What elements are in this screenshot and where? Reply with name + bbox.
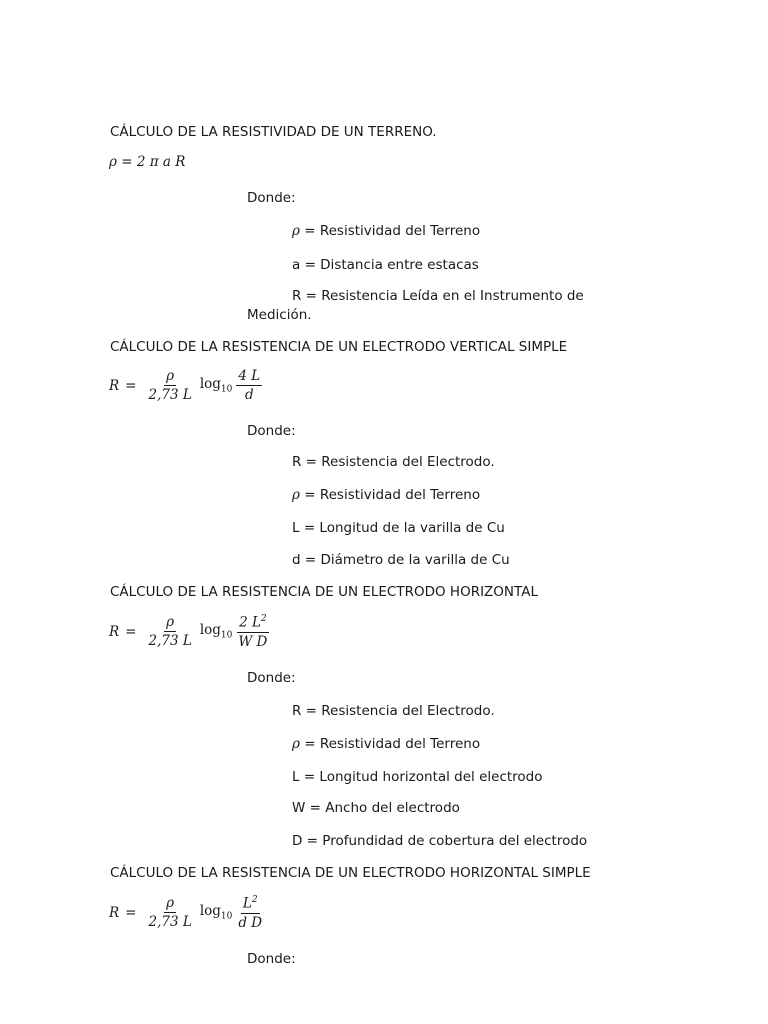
- fraction-denominator: 2,73 L: [148, 387, 192, 403]
- section-2-heading: CÁLCULO DE LA RESISTENCIA DE UN ELECTRODO VERTICAL SIMPLE: [110, 339, 568, 355]
- argument-denominator: d D: [238, 914, 263, 931]
- fraction-numerator: ρ: [166, 895, 175, 912]
- section-4-donde: Donde:: [247, 951, 296, 967]
- resistivity-formula-text: ρ = 2 π a R: [109, 154, 186, 170]
- definition-d: d = Diámetro de la varilla de Cu: [292, 552, 510, 568]
- section-1-donde: Donde:: [247, 190, 296, 206]
- rho-symbol: ρ: [292, 223, 300, 239]
- formula-lhs: R: [109, 377, 120, 394]
- rho-symbol: ρ: [292, 736, 300, 752]
- section-3-heading: CÁLCULO DE LA RESISTENCIA DE UN ELECTRODO HORIZONTAL: [110, 584, 538, 600]
- definition-r: R = Resistencia del Electrodo.: [292, 454, 495, 470]
- log-function: log: [199, 622, 221, 639]
- rho-symbol: ρ: [292, 487, 300, 503]
- horizontal-electrode-formula: R = $\frac{\rho}{2,73 L}$ $\log_{10}$ $\frac{2 L^2}{\text{W D}}$: [109, 614, 268, 650]
- log-function: log: [199, 903, 221, 920]
- formula-lhs: R: [109, 623, 120, 640]
- formula-fraction: [146, 368, 193, 403]
- section-3-donde: Donde:: [247, 670, 296, 686]
- definition-text: = Resistividad del Terreno: [299, 736, 481, 752]
- definition-r-continuation: Medición.: [247, 307, 312, 323]
- formula-fraction: [146, 614, 193, 649]
- formula-fraction: [146, 895, 193, 930]
- definition-r: R = Resistencia del Electrodo.: [292, 703, 495, 719]
- argument-numerator: L: [242, 895, 252, 912]
- definition-d: D = Profundidad de cobertura del electrodo: [292, 833, 588, 849]
- definition-l: L = Longitud horizontal del electrodo: [292, 769, 543, 785]
- argument-exponent: 2: [260, 614, 267, 624]
- definition-rho: [292, 736, 480, 752]
- argument-denominator: W D: [238, 633, 268, 650]
- log-base: 10: [220, 384, 233, 395]
- resistivity-formula: [109, 154, 185, 170]
- section-1-heading: CÁLCULO DE LA RESISTIVIDAD DE UN TERRENO.: [110, 124, 437, 140]
- log-base: 10: [220, 912, 233, 923]
- log-base: 10: [220, 631, 233, 642]
- argument-exponent: 2: [251, 895, 258, 905]
- definition-a: a = Distancia entre estacas: [292, 257, 479, 273]
- fraction-denominator: 2,73 L: [148, 914, 192, 931]
- definition-rho: [292, 223, 480, 239]
- horizontal-simple-electrode-formula: R = $\frac{\rho}{2,73 L}$ $\log_{10}$ $\frac{L^2}{\text{d D}}$: [109, 895, 263, 931]
- definition-l: L = Longitud de la varilla de Cu: [292, 520, 505, 536]
- formula-lhs: R: [109, 904, 120, 921]
- log-argument-fraction: [236, 614, 269, 650]
- section-2-donde: Donde:: [247, 423, 296, 439]
- definition-rho: [292, 487, 480, 503]
- log-function: log: [199, 376, 221, 393]
- argument-numerator: 2 L: [239, 614, 261, 631]
- argument-denominator: d: [244, 387, 254, 403]
- section-4-heading: CÁLCULO DE LA RESISTENCIA DE UN ELECTRODO HORIZONTAL SIMPLE: [110, 865, 591, 881]
- definition-w: W = Ancho del electrodo: [292, 800, 460, 816]
- argument-numerator: 4 L: [238, 368, 261, 384]
- vertical-electrode-formula: R = $\frac{\rho}{2,73 L}$ $\log_{10}$ $\frac{4 L}{d}$: [109, 368, 261, 403]
- log-argument-fraction: [236, 368, 262, 403]
- definition-r: R = Resistencia Leída en el Instrumento de: [292, 288, 584, 304]
- fraction-denominator: 2,73 L: [148, 633, 192, 650]
- definition-text: = Resistividad del Terreno: [299, 223, 481, 239]
- definition-text: = Resistividad del Terreno: [299, 487, 481, 503]
- fraction-numerator: ρ: [166, 614, 175, 631]
- log-argument-fraction: [236, 895, 264, 931]
- fraction-numerator: ρ: [166, 368, 175, 384]
